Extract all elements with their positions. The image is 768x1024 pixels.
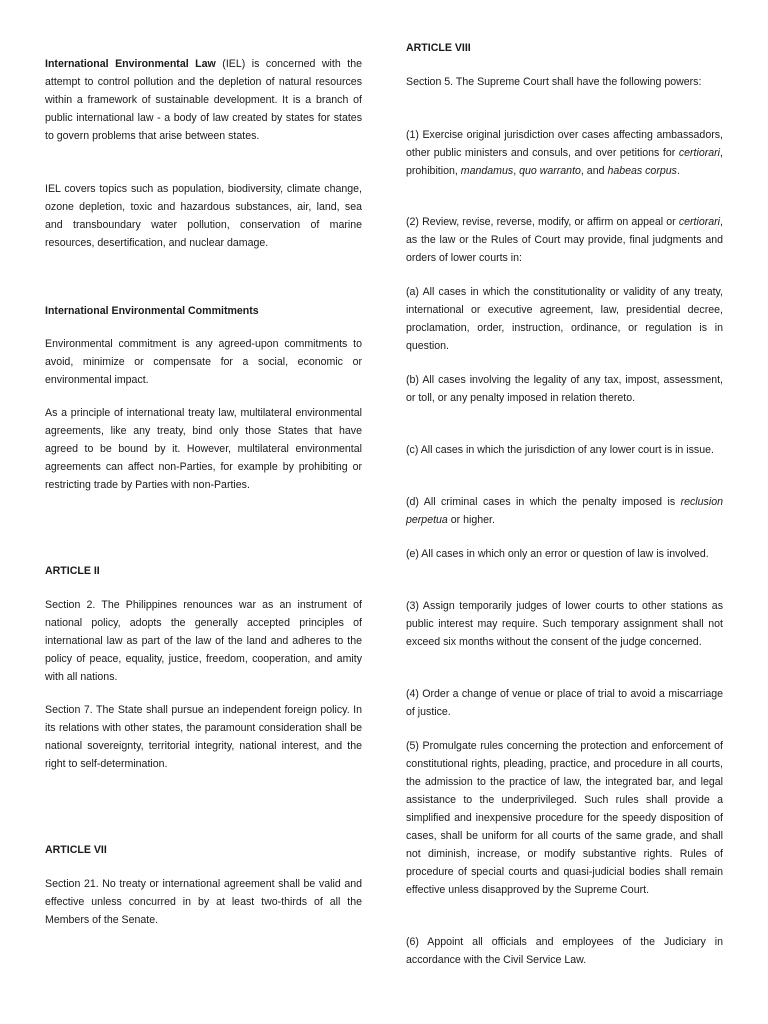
power-3-paragraph: (3) Assign temporarily judges of lower courts to other stations as public interest may require. Such temporary assignment shall not exceed six months without the consent of the judge concerned. xyxy=(406,600,723,648)
power-1-text: (1) Exercise original jurisdiction over cases affecting ambassadors, other public ministers and consuls, and over petitions for xyxy=(406,129,723,159)
section-5-intro: Section 5. The Supreme Court shall have the following powers: xyxy=(406,76,702,88)
power-1-text: . xyxy=(676,165,680,177)
article-ii-heading: ARTICLE II xyxy=(45,565,100,577)
article-ii-section-2: Section 2. The Philippines renounces war as an instrument of national policy, adopts the generally accepted principles of international law as part of the law of the land and adheres to the policy of peace, equality, justice, freedom, cooperation, and amity with all nations. xyxy=(45,599,362,683)
article-vii-section-21: Section 21. No treaty or international agreement shall be valid and effective unless concurred in by at least two-thirds of all the Members of the Senate. xyxy=(45,878,362,926)
term-reclusion-perpetua: reclusion perpetua xyxy=(406,496,723,526)
power-2-text: (2) Review, revise, reverse, modify, or affirm on appeal or xyxy=(406,216,679,228)
item-d-text: (d) All criminal cases in which the penalty imposed is xyxy=(406,496,681,508)
iel-definition-paragraph xyxy=(45,55,362,145)
commitments-paragraph-1: Environmental commitment is any agreed-upon commitments to avoid, minimize or compensate for a social, economic or environmental impact. xyxy=(45,338,362,386)
power-5-paragraph: (5) Promulgate rules concerning the protection and enforcement of constitutional rights, pleading, practice, and procedure in all courts, the admission to the practice of law, the integrated bar, and legal assistance to the underprivileged. Such rules shall provide a simplified and inexpensive procedure for the speedy disposition of cases, shall be uniform for all courts of the same grade, and shall not diminish, increase, or modify substantive rights. Rules of procedure of special courts and quasi-judicial bodies shall remain effective unless disapproved by the Supreme Court. xyxy=(406,740,723,896)
power-2-text: , as the law or the Rules of Court may provide, final judgments and orders of lower courts in: xyxy=(406,216,723,264)
power-1-text: , xyxy=(513,165,520,177)
power-2-item-b: (b) All cases involving the legality of any tax, impost, assessment, or toll, or any penalty imposed in relation thereto. xyxy=(406,374,723,404)
power-2-item-e: (e) All cases in which only an error or question of law is involved. xyxy=(406,548,709,560)
power-2-item-a: (a) All cases in which the constitutionality or validity of any treaty, international or executive agreement, law, presidential decree, proclamation, order, instruction, ordinance, or regulation is in question. xyxy=(406,286,723,352)
term-mandamus: mandamus xyxy=(460,165,514,177)
term-certiorari: certiorari xyxy=(678,147,721,159)
power-1-text: , prohibition, xyxy=(406,147,723,177)
commitments-heading: International Environmental Commitments xyxy=(45,305,259,317)
power-2-item-d xyxy=(406,493,723,529)
term-habeas-corpus: habeas corpus xyxy=(607,165,677,177)
power-2-item-c: (c) All cases in which the jurisdiction of any lower court is in issue. xyxy=(406,444,714,456)
iel-definition-text: (IEL) is concerned with the attempt to control pollution and the depletion of natural resources within a framework of sustainable development. It is a branch of public international law - a body of law created by states for states to govern problems that arise between states. xyxy=(45,58,362,142)
power-6-paragraph: (6) Appoint all officials and employees of the Judiciary in accordance with the Civil Service Law. xyxy=(406,936,723,966)
article-vii-heading: ARTICLE VII xyxy=(45,844,107,856)
commitments-paragraph-2: As a principle of international treaty law, multilateral environmental agreements, like any treaty, bind only those States that have agreed to be bound by it. However, multilateral environmental agreements can affect non-Parties, for example by prohibiting or restricting trade by Parties with non-Parties. xyxy=(45,407,362,491)
item-d-text: or higher. xyxy=(447,514,495,526)
term-quo-warranto: quo warranto xyxy=(519,165,581,177)
power-4-paragraph: (4) Order a change of venue or place of trial to avoid a miscarriage of justice. xyxy=(406,688,723,718)
power-1-paragraph xyxy=(406,126,723,180)
iel-lead-term: International Environmental Law xyxy=(45,58,216,70)
term-certiorari: certiorari xyxy=(678,216,721,228)
power-2-paragraph xyxy=(406,213,723,267)
iel-topics-paragraph: IEL covers topics such as population, biodiversity, climate change, ozone depletion, toxic and hazardous substances, air, land, sea and transboundary water pollution, conservation of marine resources, desertification, and nuclear damage. xyxy=(45,183,362,249)
article-ii-section-7: Section 7. The State shall pursue an independent foreign policy. In its relations with other states, the paramount consideration shall be national sovereignty, territorial integrity, national interest, and the right to self-determination. xyxy=(45,704,362,770)
power-1-text: , and xyxy=(580,165,608,177)
article-viii-heading: ARTICLE VIII xyxy=(406,42,471,54)
